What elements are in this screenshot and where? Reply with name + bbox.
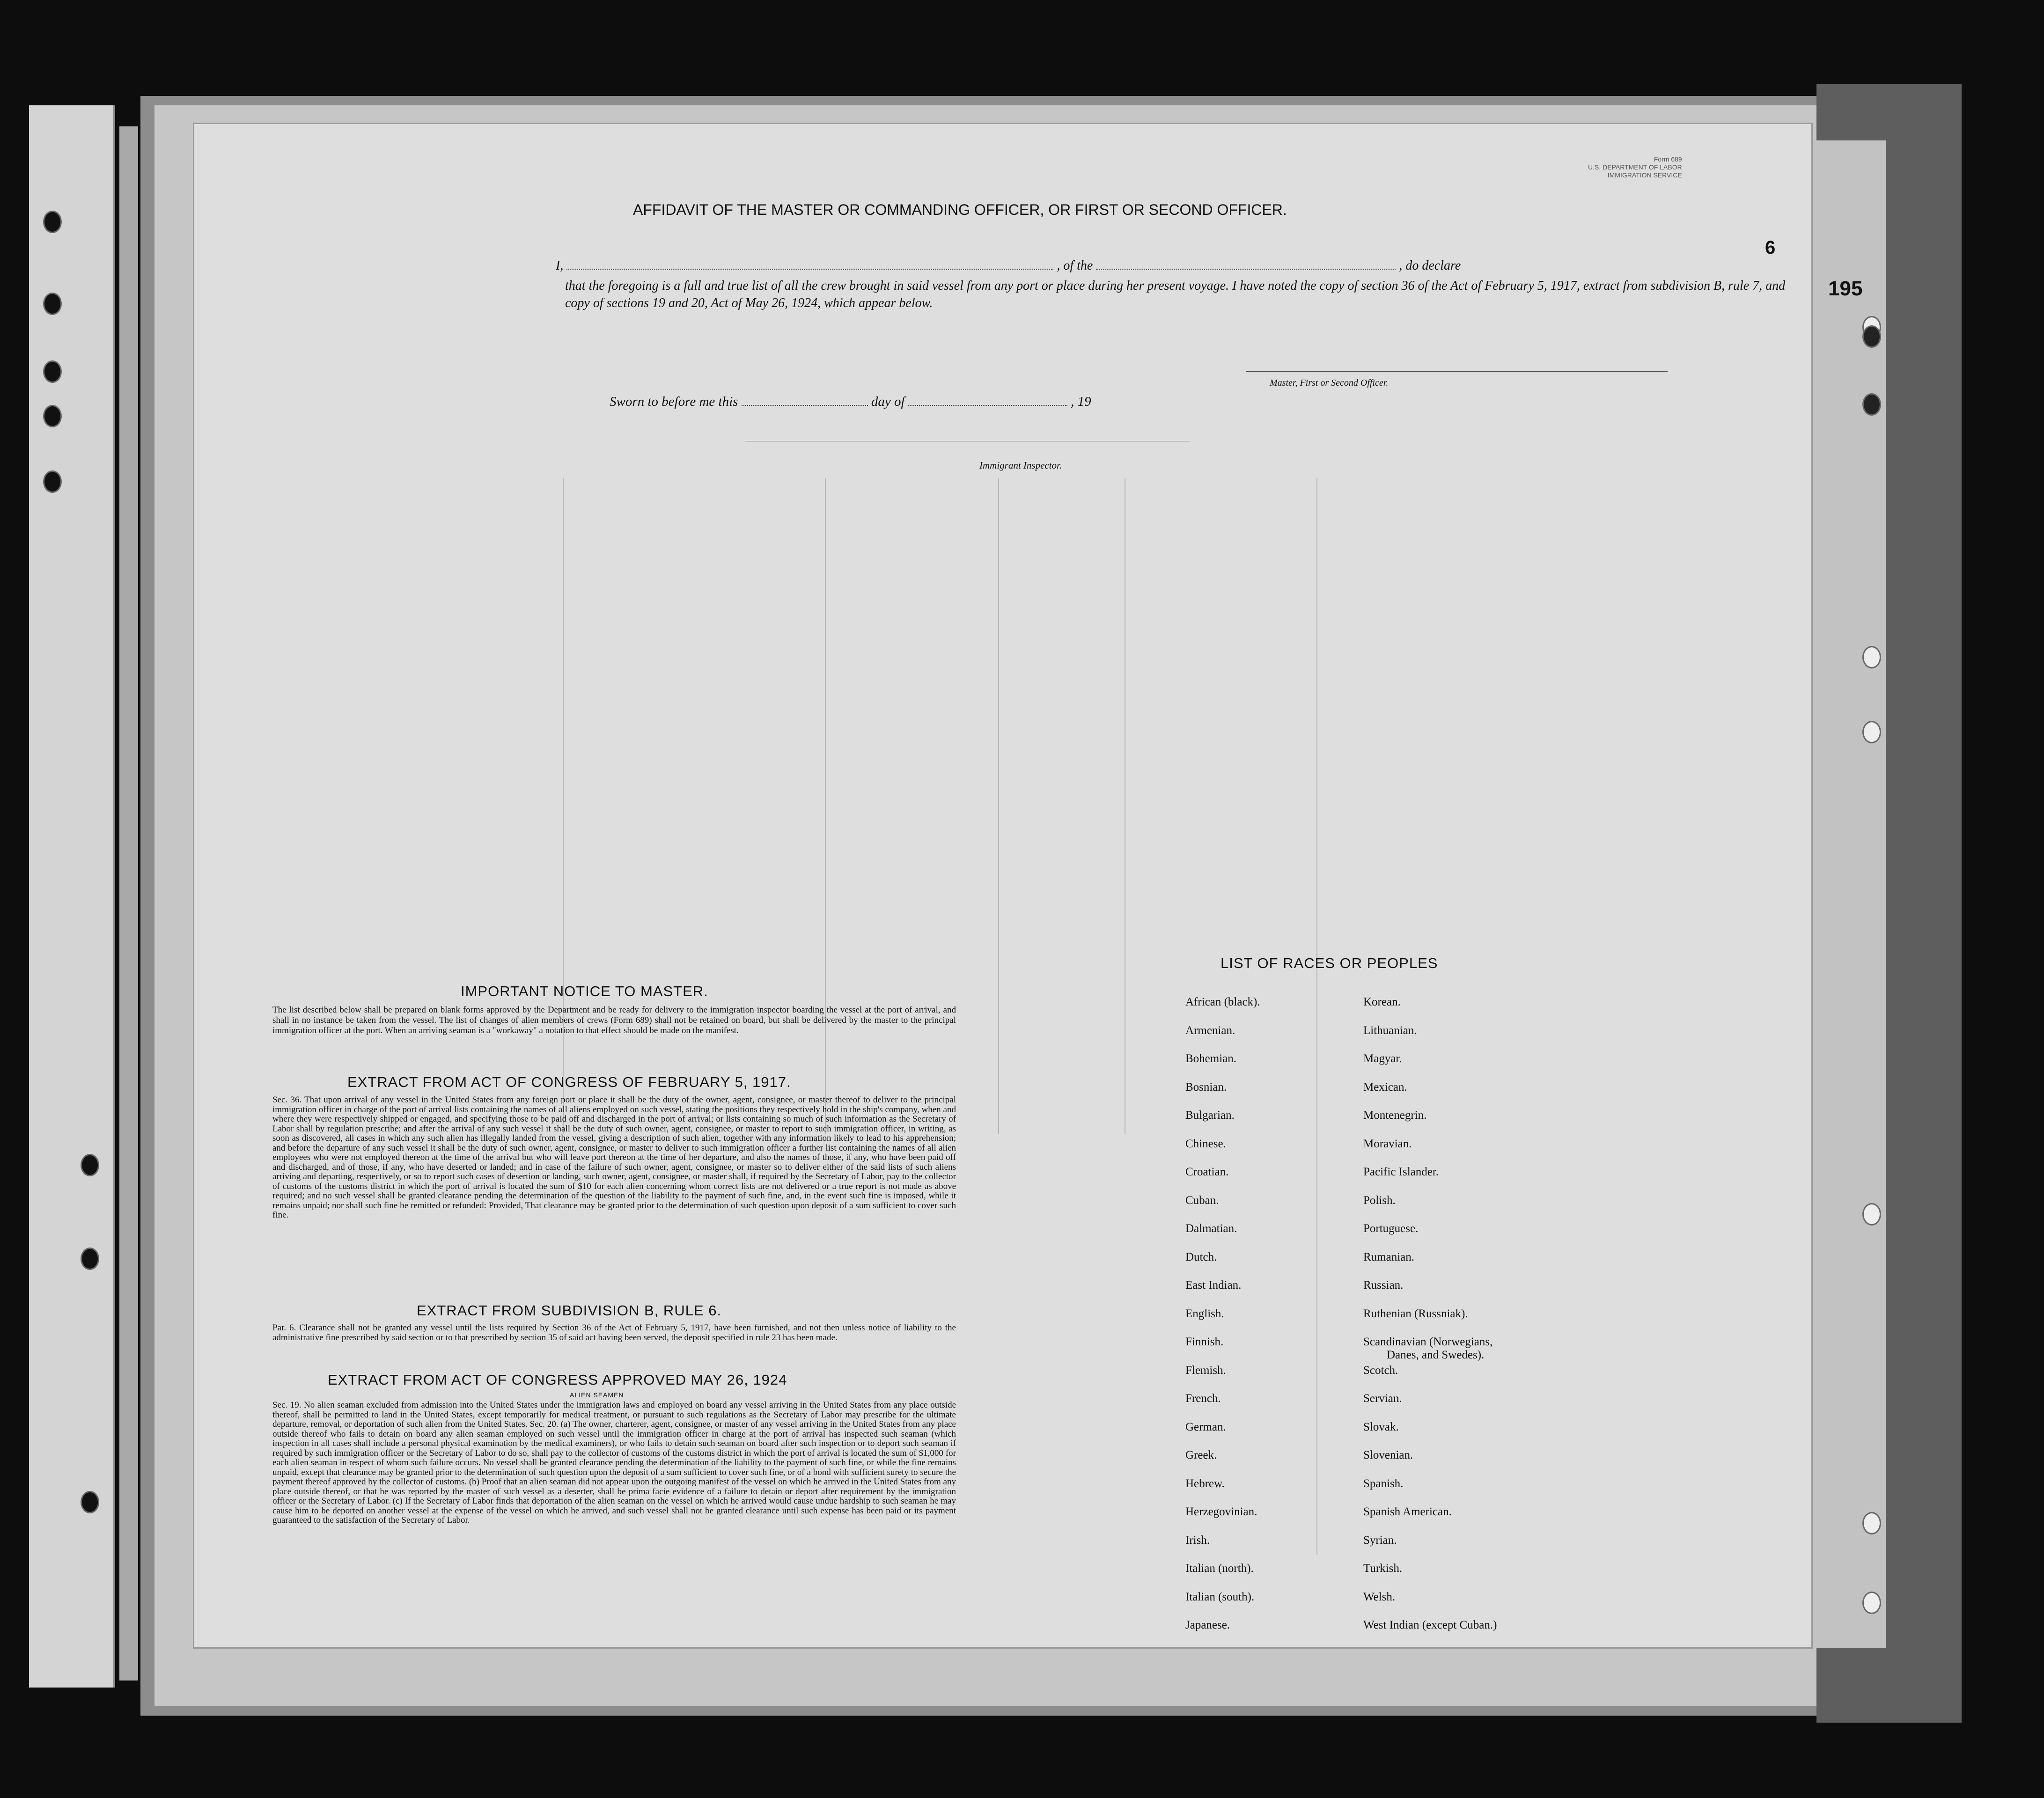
race-right-item: Moravian. (1363, 1137, 1412, 1150)
binder-hole (81, 1154, 99, 1176)
binder-strip (29, 105, 115, 1688)
race-right-item: Lithuanian. (1363, 1024, 1417, 1037)
race-left-item: Italian (north). (1185, 1562, 1254, 1575)
races-list (1185, 996, 1654, 1642)
day-blank[interactable] (742, 405, 868, 406)
race-right-item: Mexican. (1363, 1080, 1407, 1093)
race-left-item: Bosnian. (1185, 1080, 1227, 1093)
inspector-label: Immigrant Inspector. (979, 460, 1062, 471)
race-left-item: Hebrew. (1185, 1477, 1225, 1490)
affidavit-title: AFFIDAVIT OF THE MASTER OR COMMANDING OFFICER, OR FIRST OR SECOND OFFICER. (633, 201, 1287, 218)
race-left-item: Flemish. (1185, 1364, 1226, 1377)
notice-body: The list described below shall be prepared on blank forms approved by the Department and be ready for delivery to the immigration inspector boarding the vessel at the port of arrival, and shall in no instance be taken from the vessel. The list of changes of alien members of crews (Form 689) shall not be retained on board, but shall be delivered by the master to the principal immigration officer at the port. When an arriving seaman is a "workaway" a notation to that effect should be made on the manifest. (272, 1005, 956, 1035)
race-left-item: Greek. (1185, 1449, 1217, 1461)
binder-hole (1862, 1512, 1881, 1534)
binder-hole (1862, 393, 1881, 416)
race-left-item: French. (1185, 1392, 1221, 1405)
right-page-edge (1811, 140, 1886, 1648)
race-right-item: Rumanian. (1363, 1250, 1415, 1263)
race-right-item: Turkish. (1363, 1562, 1403, 1575)
race-left-item: Irish. (1185, 1534, 1210, 1547)
binder-hole (81, 1248, 99, 1270)
vessel-blank[interactable] (1096, 269, 1396, 270)
race-right-item: Ruthenian (Russniak). (1363, 1307, 1468, 1320)
races-title: LIST OF RACES OR PEOPLES (1221, 955, 1438, 971)
binder-hole (1862, 325, 1881, 348)
race-left-item: Dutch. (1185, 1250, 1217, 1263)
folio-number: 195 (1828, 277, 1863, 300)
month-blank[interactable] (908, 405, 1067, 406)
binder-hole (1862, 1203, 1881, 1226)
race-right-item: Russian. (1363, 1279, 1404, 1292)
race-right-item: Magyar. (1363, 1052, 1402, 1065)
race-right-item: Servian. (1363, 1392, 1402, 1405)
race-right-item: Slovenian. (1363, 1449, 1413, 1461)
race-left-item: African (black). (1185, 996, 1260, 1008)
race-right-item: Syrian. (1363, 1534, 1397, 1547)
affidavit-page (193, 123, 1813, 1649)
master-signature-line[interactable] (1246, 371, 1668, 372)
race-right-item: Korean. (1363, 996, 1401, 1008)
bleed-column (998, 478, 999, 1134)
race-left-item: Finnish. (1185, 1336, 1224, 1348)
race-left-item: Italian (south). (1185, 1590, 1255, 1603)
race-left-item: Cuban. (1185, 1194, 1219, 1207)
extract-rule6-title: EXTRACT FROM SUBDIVISION B, RULE 6. (417, 1302, 722, 1319)
race-right-item: Slovak. (1363, 1420, 1399, 1433)
extract-rule6-body: Par. 6. Clearance shall not be granted any vessel until the lists required by Section 36 of the Act of February 5, 1917, have been furnished, and not then unless notice of liability to the administrative fine prescribed by said section or to that prescribed by section 35 of said act having been served, the deposit specified in rule 23 has been made. (272, 1323, 956, 1343)
name-blank[interactable] (566, 269, 1053, 270)
binder-hole (43, 470, 62, 493)
page-edge-strip (119, 126, 138, 1681)
race-right-item: Montenegrin. (1363, 1109, 1427, 1122)
race-left-item: Croatian. (1185, 1166, 1229, 1178)
binder-hole (43, 405, 62, 427)
notice-title: IMPORTANT NOTICE TO MASTER. (461, 983, 708, 999)
race-left-item: Bulgarian. (1185, 1109, 1235, 1122)
form-stamp: Form 689 U.S. DEPARTMENT OF LABOR IMMIGRATION SERVICE (1588, 155, 1682, 179)
race-left-item: Herzegovinian. (1185, 1505, 1257, 1518)
binder-hole (1862, 1592, 1881, 1614)
binder-hole (43, 211, 62, 233)
race-right-item: Scandinavian (Norwegians, (1363, 1336, 1493, 1348)
master-label: Master, First or Second Officer. (1270, 378, 1389, 388)
binder-hole (1862, 721, 1881, 743)
binder-hole (43, 360, 62, 383)
race-left-item: English. (1185, 1307, 1224, 1320)
extract-1917-body: Sec. 36. That upon arrival of any vessel in the United States from any foreign port or place it shall be the duty of the owner, agent, consignee, or master thereof to deliver to the principal immigration officer in charge of the port of arrival lists containing the names of all aliens employed on such vessel, stating the positions they respectively hold in the ship's company, when and where they were respectively shipped or engaged, and specifying those to be paid off and discharged in the port of arrival; or lists containing so much of such information as the Secretary of Labor shall by regulation prescribe; and after the arrival of any such vessel it shall be the duty of such owner, agent, consignee, or master to report to such immigration officer, in writing, as soon as discovered, all cases in which any such alien has illegally landed from the vessel, giving a description of such alien, together with any information likely to lead to his apprehension; and before the departure of any such vessel it shall be the duty of such owner, agent, consignee, or master to deliver to such immigration officer a further list containing the names of all alien employees who were not employed thereon at the time of the arrival but who will leave port thereon at the time of her departure, and also the names of those, if any, who have been paid off and discharged, and of those, if any, who have deserted or landed; and in case of the failure of such owner, agent, consignee, or master so to deliver either of the said lists of such aliens arriving and departing, respectively, or so to report such cases of desertion or landing, such owner, agent, consignee, or master shall, if required by the Secretary of Labor, pay to the collector of customs of the customs district in which the port of arrival is located the sum of $10 for each alien concerning whom correct lists are not delivered or a true report is not made as above required; and no such vessel shall be granted clearance pending the determination of the question of the liability to the payment of such fine, and, in the event such fine is imposed, while it remains unpaid; nor shall such fine be remitted or refunded: Provided, That clearance may be granted prior to the determination of such question upon deposit of a sum sufficient to cover such fine. (272, 1095, 956, 1220)
race-left-item: Dalmatian. (1185, 1222, 1237, 1235)
page-number: 6 (1765, 237, 1776, 258)
sworn-line: Sworn to before me this day of , 19 (610, 394, 1091, 409)
affidavit-first-line: I, , of the , do declare (556, 258, 1461, 273)
race-left-item: Armenian. (1185, 1024, 1235, 1037)
extract-1924-subtitle: ALIEN SEAMEN (570, 1391, 624, 1399)
binder-hole (1862, 646, 1881, 668)
race-left-item: East Indian. (1185, 1279, 1242, 1292)
extract-1917-title: EXTRACT FROM ACT OF CONGRESS OF FEBRUARY 5, 1917. (347, 1074, 791, 1090)
race-right-item: Spanish. (1363, 1477, 1404, 1490)
race-right-item: Pacific Islander. (1363, 1166, 1439, 1178)
race-right-item: West Indian (except Cuban.) (1363, 1619, 1497, 1631)
extract-1924-body: Sec. 19. No alien seaman excluded from admission into the United States under the immigration laws and employed on board any vessel arriving in the United States from any place outside thereof, shall be permitted to land in the United States, except temporarily for medical treatment, or pursuant to such regulations as the Secretary of Labor may prescribe for the ultimate departure, removal, or deportation of such alien from the United States. Sec. 20. (a) The owner, charterer, agent, consignee, or master of any vessel arriving in the United States from any place outside thereof who fails to detain on board any alien seaman employed on such vessel until the immigration officer in charge at the port of arrival has inspected such seaman (which inspection in all cases shall include a personal physical examination by the medical examiners), or who fails to detain such seaman on board after such inspection or to deport such seaman if required by such immigration officer or the Secretary of Labor to do so, shall pay to the collector of customs of the customs district in which the port of arrival is located the sum of $1,000 for each alien seaman in respect of whom such failure occurs. No vessel shall be granted clearance pending the determination of the liability to the payment of such fine, or while the fine remains unpaid, except that clearance may be granted prior to the determination of such question upon the deposit of a sum sufficient to cover such fine, or of a bond with sufficient surety to secure the payment thereof approved by the collector of customs. (b) Proof that an alien seaman did not appear upon the outgoing manifest of the vessel on which he arrived in the United States from any place outside thereof, or that he was reported by the master of such vessel as a deserter, shall be prima facie evidence of a failure to detain or deport after requirement by the immigration officer or the Secretary of Labor. (c) If the Secretary of Labor finds that deportation of the alien seaman on the vessel on which he arrived would cause undue hardship to such seaman he may cause him to be deported on another vessel at the expense of the vessel on which he arrived, and such vessel shall not be granted clearance until such expense has been paid or its payment guaranteed to the satisfaction of the Secretary of Labor. (272, 1400, 956, 1525)
race-left-item: German. (1185, 1420, 1226, 1433)
extract-1924-title: EXTRACT FROM ACT OF CONGRESS APPROVED MAY 26, 1924 (328, 1372, 787, 1388)
race-right-item: Scotch. (1363, 1364, 1398, 1377)
binder-hole (43, 293, 62, 315)
race-right-item: Portuguese. (1363, 1222, 1419, 1235)
race-right-item: Danes, and Swedes). (1387, 1349, 1485, 1361)
race-right-item: Polish. (1363, 1194, 1396, 1207)
binder-hole (81, 1491, 99, 1513)
race-right-item: Welsh. (1363, 1590, 1396, 1603)
race-left-item: Japanese. (1185, 1619, 1230, 1631)
race-left-item: Chinese. (1185, 1137, 1226, 1150)
race-right-item: Spanish American. (1363, 1505, 1452, 1518)
race-left-item: Bohemian. (1185, 1052, 1237, 1065)
affidavit-body: that the foregoing is a full and true list of all the crew brought in said vessel from any port or place during her present voyage. I have noted the copy of section 36 of the Act of February 5, 1917, extract from subdivision B, rule 7, and copy of sections 19 and 20, Act of May 26, 1924, which appear below. (565, 279, 1786, 310)
